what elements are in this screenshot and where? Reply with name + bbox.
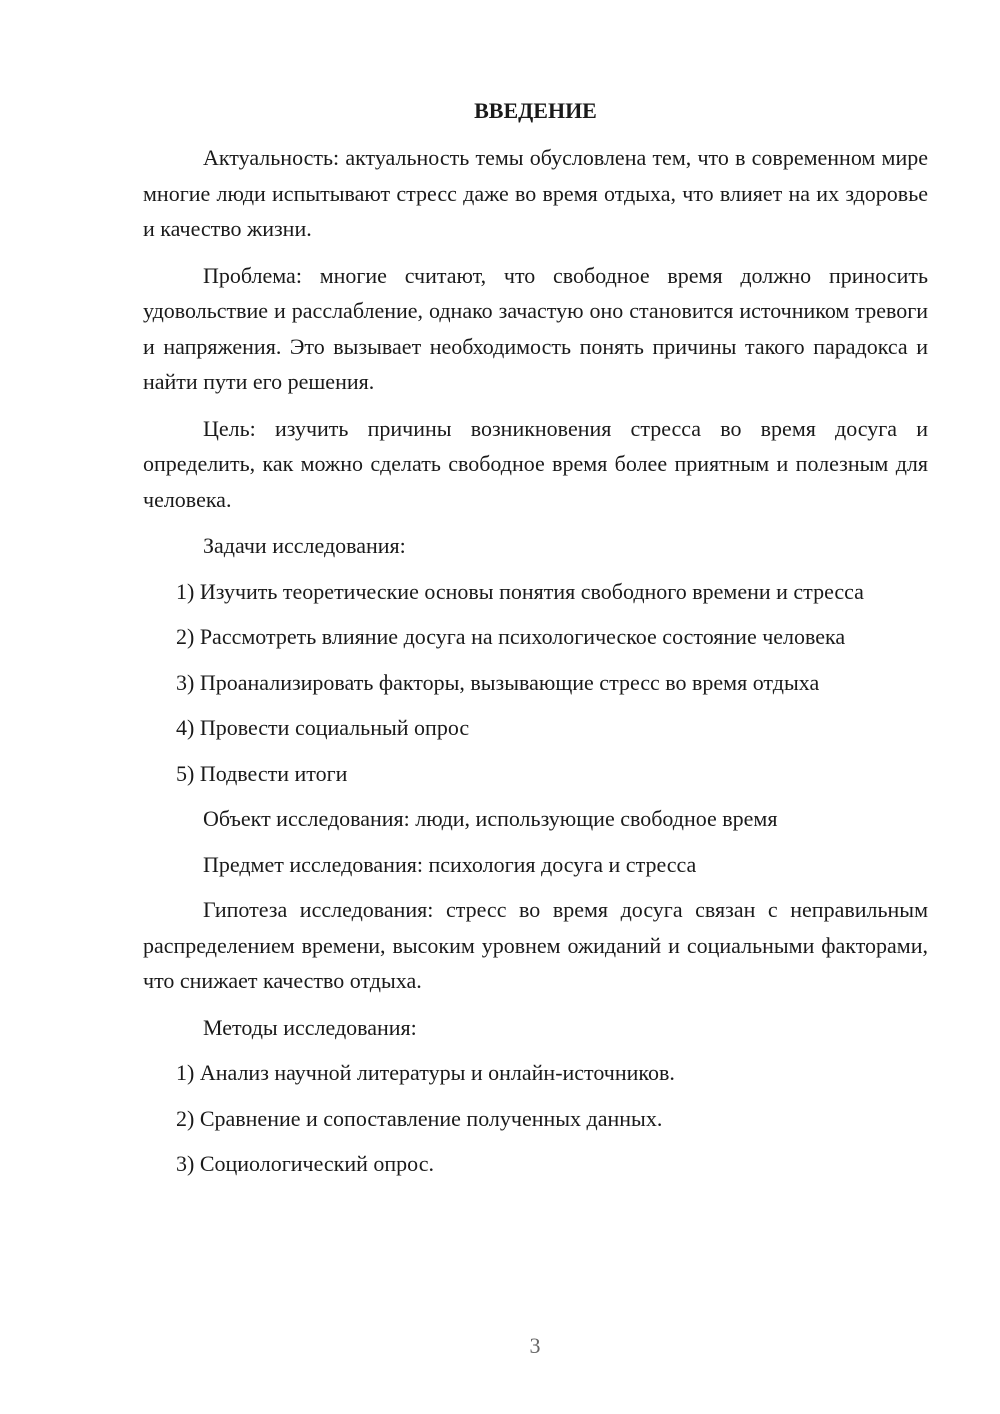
subject-line: Предмет исследования: психология досуга и стресса bbox=[203, 851, 697, 877]
methods-title: Методы исследования: bbox=[203, 1014, 417, 1040]
method-item: 1) Анализ научной литературы и онлайн-источников. bbox=[176, 1060, 675, 1085]
task-item: 2) Рассмотреть влияние досуга на психологическое состояние человека bbox=[176, 624, 846, 649]
goal-paragraph: Цель: изучить причины возникновения стресса во время досуга и определить, как можно сделать свободное время более приятным и полезным для человека. bbox=[143, 415, 928, 512]
page-number: 3 bbox=[529, 1333, 541, 1358]
task-item: 5) Подвести итоги bbox=[176, 760, 348, 786]
method-item: 3) Социологический опрос. bbox=[176, 1151, 434, 1176]
method-item: 2) Сравнение и сопоставление полученных данных. bbox=[176, 1105, 663, 1131]
tasks-title: Задачи исследования: bbox=[203, 533, 406, 558]
hypothesis-paragraph: Гипотеза исследования: стресс во время досуга связан с неправильным распределением времени, высоким уровнем ожиданий и социальными факторами, что снижает качество отдыха. bbox=[143, 897, 928, 993]
document-body bbox=[143, 93, 928, 1192]
section-heading: ВВЕДЕНИЕ bbox=[474, 98, 597, 123]
relevance-paragraph: Актуальность: актуальность темы обусловлена тем, что в современном мире многие люди испытывают стресс даже во время отдыха, что влияет на их здоровье и качество жизни. bbox=[143, 145, 928, 241]
task-item: 1) Изучить теоретические основы понятия свободного времени и стресса bbox=[176, 578, 864, 604]
task-item: 4) Провести социальный опрос bbox=[176, 715, 470, 740]
task-item: 3) Проанализировать факторы, вызывающие стресс во время отдыха bbox=[176, 669, 820, 695]
object-line: Объект исследования: люди, использующие свободное время bbox=[203, 806, 778, 831]
problem-paragraph: Проблема: многие считают, что свободное время должно приносить удовольствие и расслабление, однако зачастую оно становится источником тревоги и напряжения. Это вызывает необходимость понять причины такого парадокса и найти пути его решения. bbox=[143, 262, 928, 394]
